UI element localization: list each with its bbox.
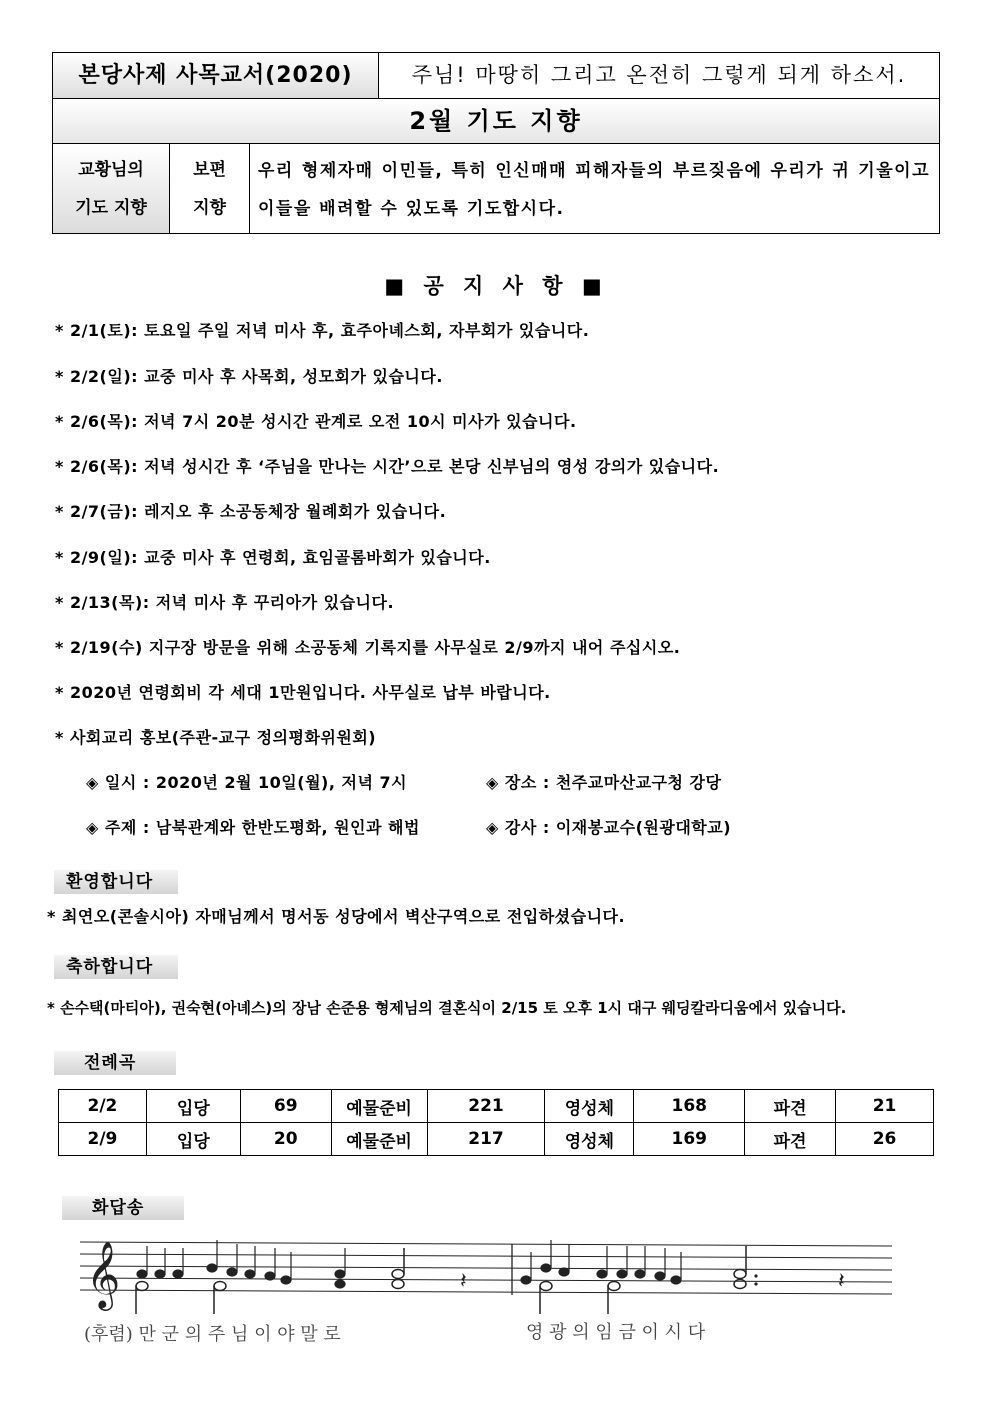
lecture-speaker: ◈ 강사 : 이재봉교수(원광대학교) [486,818,732,837]
hymn-number: 168 [634,1090,745,1123]
welcome-label: 환영합니다 [54,870,178,894]
hymn-number: 221 [427,1090,545,1123]
bulletin-title: 본당사제 사목교서(2020) [53,53,379,98]
notice-item: * 2/6(목): 저녁 7시 20분 성시간 관계로 오전 10시 미사가 있습니다. [55,412,577,431]
pastoral-motto: 주님! 마땅히 그리고 온전히 그렇게 되게 하소서. [411,63,907,87]
music-staff [80,1232,895,1322]
congrats-label: 축하합니다 [54,955,178,979]
hymn-number: 169 [634,1123,745,1156]
intention-row [53,144,939,233]
lecture-date: ◈ 일시 : 2020년 2월 10일(월), 저녁 7시 [86,773,408,792]
hymns-label: 전례곡 [54,1051,176,1075]
congrats-text: * 손수택(마티아), 권숙현(아녜스)의 장남 손준용 형제님의 결혼식이 2/15 토 오후 1시 대구 웨딩칼라디움에서 있습니다. [47,999,847,1017]
psalm-lyrics-1: (후렴) 만 군 의 주 님 이 야 말 로 [84,1324,341,1345]
notice-item: * 사회교리 홍보(주관-교구 정의평화위원회) [55,728,377,747]
hymn-part: 예물준비 [331,1090,427,1123]
svg-text:𝄽: 𝄽 [460,1269,467,1294]
hymn-part: 파견 [745,1123,836,1156]
notice-item: * 2020년 연령회비 각 세대 1만원입니다. 사무실로 납부 바랍니다. [55,683,551,702]
lecture-place: ◈ 장소 : 천주교마산교구청 강당 [486,773,722,792]
hymn-number: 69 [240,1090,331,1123]
header-row-1 [53,53,939,99]
hymn-part: 영성체 [545,1123,634,1156]
pope-intention-label: 교황님의 기도 지향 [53,144,170,233]
notice-item: * 2/19(수) 지구장 방문을 위해 소공동체 기록지를 사무실로 2/9까지 내어 주십시오. [55,638,681,657]
hymn-date: 2/2 [59,1090,147,1123]
treble-clef-icon: 𝄞 [86,1240,121,1308]
month-title: 2월 기도 지향 [53,99,939,144]
psalm-label: 화답송 [62,1196,184,1220]
psalm-lyrics-2: 영 광 의 임 금 이 시 다 [526,1322,706,1343]
notice-item: * 2/1(토): 토요일 주일 저녁 미사 후, 효주아녜스회, 자부회가 있습니다. [55,321,590,340]
notice-item: * 2/7(금): 레지오 후 소공동체장 월례회가 있습니다. [55,502,447,521]
hymn-part: 입당 [146,1090,240,1123]
intention-text: 우리 형제자매 이민들, 특히 인신매매 피해자들의 부르짖음에 우리가 귀 기울이고 이들을 배려할 수 있도록 기도합시다. [258,161,930,219]
hymn-number: 26 [836,1123,934,1156]
lecture-topic: ◈ 주제 : 남북관계와 한반도평화, 원인과 해법 [86,818,420,837]
hymn-number: 21 [836,1090,934,1123]
hymn-table [58,1089,934,1156]
notices-title: ■ 공 지 사 항 ■ [384,274,608,298]
svg-text:𝄽: 𝄽 [838,1269,845,1294]
hymn-part: 영성체 [545,1090,634,1123]
intention-type-label: 보편 지향 [170,144,250,233]
hymn-part: 파견 [745,1090,836,1123]
table-row [59,1090,934,1123]
welcome-text: * 최연오(콘솔시아) 자매님께서 명서동 성당에서 벽산구역으로 전입하셨습니다. [47,907,626,926]
table-row [59,1123,934,1156]
hymn-number: 217 [427,1123,545,1156]
notice-item: * 2/2(일): 교중 미사 후 사목회, 성모회가 있습니다. [55,367,443,386]
notice-item: * 2/9(일): 교중 미사 후 연령회, 효임골롬바회가 있습니다. [55,548,491,567]
header-box [52,52,940,234]
notice-item: * 2/13(목): 저녁 미사 후 꾸리아가 있습니다. [55,593,395,612]
hymn-number: 20 [240,1123,331,1156]
hymn-part: 예물준비 [331,1123,427,1156]
hymn-date: 2/9 [59,1123,147,1156]
hymn-part: 입당 [146,1123,240,1156]
notice-item: * 2/6(목): 저녁 성시간 후 ‘주님을 만나는 시간’으로 본당 신부님의 영성 강의가 있습니다. [55,457,720,476]
